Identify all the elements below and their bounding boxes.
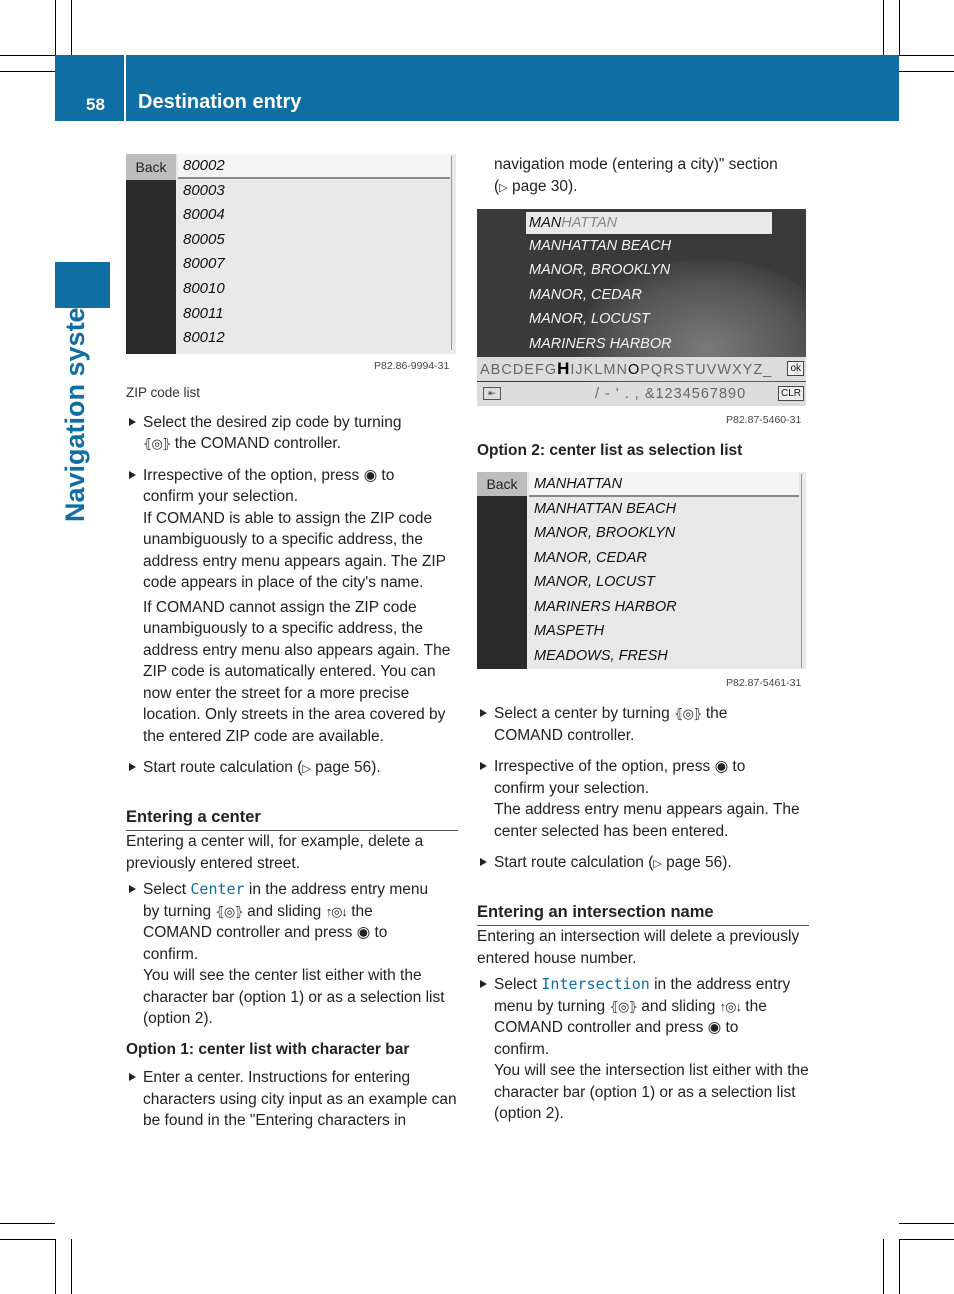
crop-mark <box>899 0 900 55</box>
list-item[interactable]: MANOR, BROOKLYN <box>534 525 676 541</box>
option-heading: Option 2: center list as selection list <box>477 442 743 459</box>
instruction-step <box>477 852 809 876</box>
list-item[interactable]: 80007 <box>183 255 225 273</box>
list-item[interactable]: 80002 <box>178 154 450 179</box>
list-item[interactable]: 80003 <box>183 181 225 199</box>
crop-mark <box>0 55 55 56</box>
instruction-step <box>126 412 458 455</box>
page-number: 58 <box>86 95 105 114</box>
step-text: COMAND controller and press <box>494 1019 704 1036</box>
option-heading: Option 1: center list with character bar <box>126 1040 410 1058</box>
section-heading: Entering a center <box>126 807 458 832</box>
turn-controller-icon: ⦃◎⦄ <box>215 903 243 919</box>
turn-controller-icon: ⦃◎⦄ <box>609 998 637 1014</box>
figure-id: P82.87-5460-31 <box>726 414 802 426</box>
step-text: and sliding <box>641 997 716 1015</box>
crop-mark <box>0 1239 55 1240</box>
zip-list <box>178 154 450 351</box>
crop-mark <box>55 0 56 55</box>
menu-item-intersection: Intersection <box>541 975 650 993</box>
list-item[interactable]: MANHATTAN BEACH <box>534 500 677 517</box>
step-text: Select the desired zip code by turning <box>143 413 402 431</box>
list-item[interactable]: MANOR, CEDAR <box>529 286 642 303</box>
step-text: to <box>381 466 395 484</box>
back-button[interactable]: Back <box>126 154 176 180</box>
page-reference-link[interactable]: page 56). <box>666 854 732 871</box>
slide-controller-icon: ↑◎↓ <box>719 998 741 1014</box>
back-button[interactable]: Back <box>477 472 527 496</box>
step-text: Select <box>143 881 187 898</box>
option2-block <box>477 440 809 462</box>
step-text: by turning <box>143 902 212 920</box>
left-column <box>126 382 458 1132</box>
figure-id: P82.86-9994-31 <box>374 360 450 372</box>
back-column <box>477 472 527 669</box>
step-text: Irrespective of the option, press <box>494 758 711 775</box>
step-text: confirm your selection. <box>494 779 650 797</box>
step-detail: If COMAND cannot assign the ZIP code unambiguously to a specific address, the address entry menu also appears again. The ZIP code is automatically entered. You can now enter the street for a more precise location. Only streets in the area covered by the entered ZIP code are available. <box>143 598 451 745</box>
autocomplete-text: HATTAN <box>561 215 618 231</box>
crop-mark <box>899 1223 954 1224</box>
char-key-selected[interactable]: H <box>557 359 571 378</box>
list-item[interactable]: MANOR, LOCUST <box>534 574 655 590</box>
step-text: to <box>725 1019 739 1036</box>
step-detail: You will see the intersection list either with the character bar (option 1) or as a selection list (option 2). <box>494 1062 809 1122</box>
figure-id: P82.87-5461-31 <box>726 677 802 689</box>
section-intro: Entering an intersection will delete a previously entered house number. <box>477 928 800 967</box>
instruction-step <box>126 757 458 781</box>
list-item[interactable]: MANHATTAN <box>529 472 799 497</box>
list-item[interactable]: 80012 <box>183 329 225 347</box>
step-text: COMAND controller and press <box>143 924 353 941</box>
char-keys[interactable]: IJKLMN <box>570 362 628 378</box>
section-intro: Entering a center will, for example, delete a previously entered street. <box>126 833 424 872</box>
crop-mark <box>71 1239 72 1294</box>
step-text: ( <box>494 177 500 195</box>
list-item[interactable]: MANOR, CEDAR <box>534 549 647 566</box>
step-text: Start route calculation ( <box>143 759 303 776</box>
step-text: navigation mode (entering a city)" section <box>494 156 778 173</box>
center-input-field[interactable] <box>526 212 772 234</box>
instruction-step <box>477 756 809 799</box>
clear-button[interactable]: CLR <box>778 386 804 401</box>
page-reference-link[interactable]: page 30). <box>511 177 578 195</box>
instruction-step <box>477 974 809 1060</box>
section-tab-label: Navigation system <box>60 283 90 522</box>
press-controller-icon: ◉ <box>363 466 378 484</box>
crop-mark <box>899 55 954 56</box>
step-text: to <box>374 924 388 941</box>
zip-code-list-screenshot <box>126 154 456 354</box>
crop-mark <box>0 71 55 72</box>
press-controller-icon: ◉ <box>707 1019 722 1036</box>
page-ref-icon: ▷ <box>499 181 508 194</box>
right-column-continuation <box>477 154 809 199</box>
step-detail: If COMAND is able to assign the ZIP code unambiguously to a specific address, the address entry menu appears again. The ZIP code appears in place of the city's name. <box>143 509 446 591</box>
step-text: Start route calculation ( <box>494 854 654 871</box>
step-text: confirm your selection. <box>143 488 299 505</box>
turn-controller-icon: ⦃◎⦄ <box>674 706 702 721</box>
page-reference-link[interactable]: page 56). <box>315 759 381 776</box>
slide-controller-icon: ↑◎↓ <box>325 903 347 919</box>
crop-mark <box>71 0 72 55</box>
page-ref-icon: ▷ <box>302 763 311 775</box>
turn-controller-icon: ⦃◎⦄ <box>143 436 171 451</box>
step-text: Irrespective of the option, press <box>143 466 360 484</box>
character-bar-symbols[interactable] <box>477 382 806 406</box>
list-item[interactable]: MASPETH <box>534 623 605 639</box>
list-item[interactable]: 80010 <box>183 279 225 297</box>
step-text: in the address entry <box>654 976 791 993</box>
list-item[interactable]: 80011 <box>183 304 224 322</box>
step-text: confirm. <box>494 1040 550 1058</box>
menu-item-center: Center <box>190 880 245 898</box>
continued-text <box>477 154 809 199</box>
back-column <box>126 154 176 354</box>
step-text: COMAND controller. <box>494 726 635 744</box>
list-item[interactable]: 80004 <box>183 206 225 224</box>
step-text: the COMAND controller. <box>174 435 341 452</box>
list-item[interactable]: MEADOWS, FRESH <box>534 647 668 664</box>
center-list-character-bar-screenshot <box>477 209 806 406</box>
instruction-step <box>126 465 458 508</box>
step-detail: The address entry menu appears again. The center selected has been entered. <box>494 801 800 840</box>
crop-mark <box>899 1239 900 1294</box>
char-keys[interactable]: ABCDEFG <box>480 362 558 378</box>
typed-text: MAN <box>529 215 562 231</box>
scrollbar[interactable] <box>451 156 455 350</box>
press-controller-icon: ◉ <box>356 924 371 941</box>
list-item[interactable]: MANOR, BROOKLYN <box>529 262 671 279</box>
step-text: in the address entry menu <box>248 881 429 898</box>
right-column <box>477 703 809 1125</box>
step-detail: You will see the center list either with the character bar (option 1) or as a selection list (option 2). <box>143 967 445 1027</box>
char-keys[interactable]: / - ' . , &1234567890 <box>595 386 747 402</box>
step-text: menu by turning <box>494 997 606 1015</box>
char-key-current[interactable]: O <box>627 362 641 378</box>
step-text: the <box>745 997 767 1015</box>
scrollbar[interactable] <box>801 474 805 668</box>
page-ref-icon: ▷ <box>653 858 662 870</box>
crop-mark <box>0 1223 55 1224</box>
char-keys[interactable]: PQRSTUVWXYZ_ <box>640 362 773 378</box>
ok-button[interactable]: ok <box>787 361 804 376</box>
header-divider <box>124 55 126 121</box>
list-item[interactable]: MARINERS HARBOR <box>529 335 672 352</box>
back-arrow-icon[interactable]: ⇤ <box>483 387 501 400</box>
section-heading: Entering an intersection name <box>477 902 809 927</box>
list-item[interactable]: MARINERS HARBOR <box>534 598 677 615</box>
character-bar-letters[interactable] <box>477 357 806 381</box>
step-text: the <box>351 902 373 920</box>
crop-mark <box>883 0 884 55</box>
instruction-step: Enter a center. Instructions for entering characters using city input as an example can be found in the "Entering characters in <box>126 1067 458 1132</box>
step-text: confirm. <box>143 945 199 963</box>
center-selection-list-screenshot <box>477 472 806 669</box>
press-controller-icon: ◉ <box>714 758 729 775</box>
crop-mark <box>899 71 954 72</box>
center-list <box>529 472 799 668</box>
instruction-step <box>126 879 458 965</box>
crop-mark <box>899 1239 954 1240</box>
step-text: the <box>705 705 728 722</box>
instruction-step <box>477 703 809 746</box>
step-text: Select <box>494 976 538 993</box>
list-item[interactable]: 80005 <box>183 230 225 248</box>
list-item[interactable]: MANOR, LOCUST <box>529 311 650 328</box>
list-item[interactable]: MANHATTAN BEACH <box>529 238 672 254</box>
step-text: and sliding <box>247 902 322 920</box>
crop-mark <box>55 1239 56 1294</box>
page-title: Destination entry <box>138 91 302 113</box>
suggestion-list <box>529 234 672 356</box>
step-text: Select a center by turning <box>494 705 670 722</box>
figure-caption: ZIP code list <box>126 385 201 400</box>
crop-mark <box>883 1239 884 1294</box>
step-text: to <box>732 758 746 775</box>
